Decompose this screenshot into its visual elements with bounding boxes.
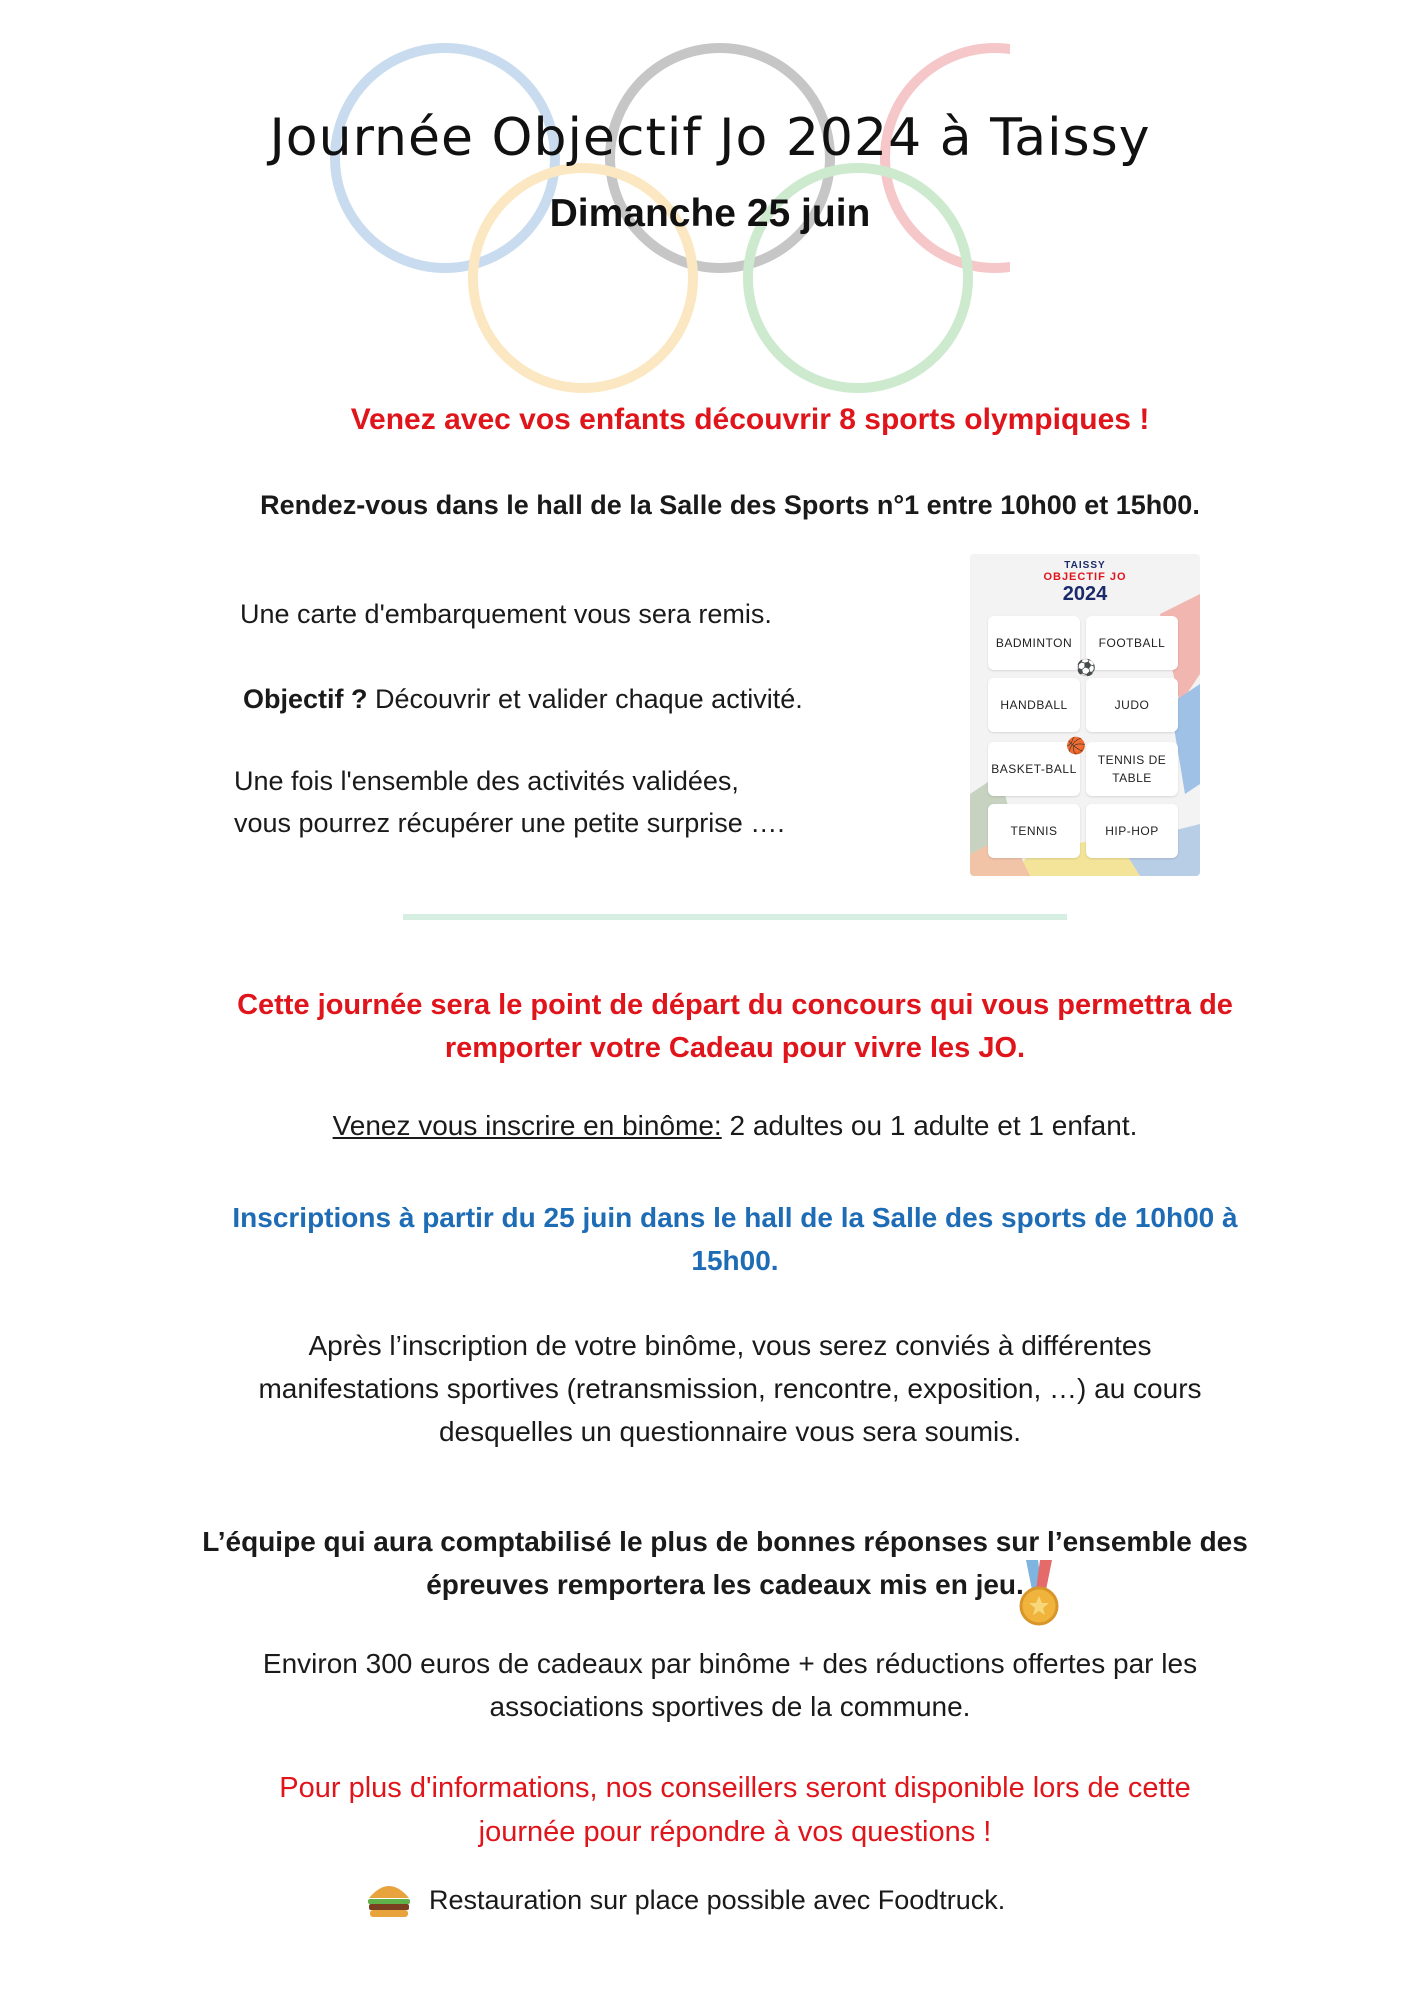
info-line-2: journée pour répondre à vos questions ! [478,1816,992,1848]
basketball-icon: 🏀 [1066,738,1086,755]
objectif-line [243,678,803,720]
gifts-line-1: Environ 300 euros de cadeaux par binôme + des réductions offertes par les [262,1648,1198,1679]
contest-intro-line-1: Cette journée sera le point de départ du concours qui vous permettra de [237,989,1233,1021]
restauration-text: Restauration sur place possible avec Foodtruck. [429,1884,1006,1915]
surprise-line-2: vous pourrez récupérer une petite surprise …. [234,808,785,838]
sport-hiphop: HIP-HOP [1086,804,1178,858]
winning-line-2: épreuves remportera les cadeaux mis en jeu. [426,1569,1024,1600]
card-taissy: TAISSY [1064,560,1106,571]
winning-team-text [160,1520,1290,1606]
card-objectif: OBJECTIF JO [1043,571,1127,583]
contest-intro-line-2: remporter votre Cadeau pour vivre les JO. [444,1032,1026,1064]
more-info-text [220,1766,1250,1854]
objectif-label: Objectif ? [243,684,368,714]
objectif-text: Découvrir et valider chaque activité. [367,684,803,714]
gifts-line-2: associations sportives de la commune. [489,1691,971,1722]
card-header [970,554,1200,605]
rendezvous-text: Rendez-vous dans le hall de la Salle des Sports n°1 entre 10h00 et 15h00. [260,490,1200,520]
inscription-dates-line-1: Inscriptions à partir du 25 juin dans le hall de la Salle des sports de 10h00 à [232,1202,1238,1233]
card-year: 2024 [1062,583,1108,605]
sport-tennis-de-table: TENNIS DE TABLE [1086,742,1178,796]
restauration-line [365,1880,1005,1920]
boarding-card-image [970,554,1200,876]
inscription-dates-line-2: 15h00. [691,1245,779,1276]
sport-football: FOOTBALL [1086,616,1178,670]
card-text: Une carte d'embarquement vous sera remis. [240,599,772,629]
info-line-1: Pour plus d'informations, nos conseillers seront disponible lors de cette [279,1772,1191,1804]
gifts-text [180,1642,1280,1728]
inscription-dates [220,1196,1250,1282]
winning-line-1: L’équipe qui aura comptabilisé le plus de bonnes réponses sur l’ensemble des [202,1526,1248,1557]
sport-tennis: TENNIS [988,804,1080,858]
burger-icon [365,1880,413,1920]
football-icon: ⚽ [1076,660,1096,677]
after-inscription-text [180,1324,1280,1453]
surprise-line-1: Une fois l'ensemble des activités validées, [234,766,739,796]
intro-headline: Venez avec vos enfants découvrir 8 sports olympiques ! [350,403,1150,436]
event-date: Dimanche 25 juin [549,192,871,235]
after-line-1: Après l’inscription de votre binôme, vous serez conviés à différentes [308,1330,1152,1361]
page-title: Journée Objectif Jo 2024 à Taissy [269,108,1151,168]
after-line-2: manifestations sportives (retransmission, rencontre, exposition, …) au cours [258,1373,1202,1404]
inscription-rest: 2 adultes ou 1 adulte et 1 enfant. [721,1110,1138,1141]
medal-icon [1016,1560,1062,1630]
sport-badminton: BADMINTON [988,616,1080,670]
inscription-line [200,1110,1270,1142]
section-divider [403,914,1067,920]
inscription-underlined: Venez vous inscrire en binôme: [332,1110,722,1141]
sport-judo: JUDO [1086,678,1178,732]
sport-basketball: BASKET-BALL [988,742,1080,796]
after-line-3: desquelles un questionnaire vous sera soumis. [438,1416,1022,1447]
sport-handball: HANDBALL [988,678,1080,732]
contest-intro [230,984,1240,1070]
